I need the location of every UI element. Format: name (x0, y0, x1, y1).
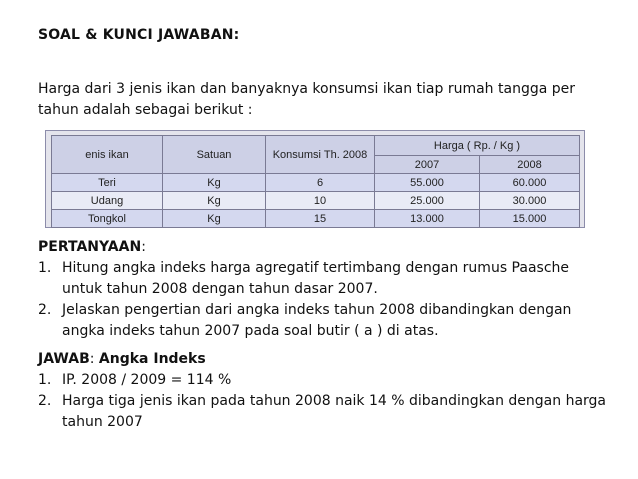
cell-harga-2008: 15.000 (480, 210, 580, 228)
cell-konsumsi: 10 (266, 192, 375, 210)
item-text: IP. 2008 / 2009 = 114 % (62, 372, 232, 388)
cell-harga-2007: 25.000 (375, 192, 480, 210)
cell-konsumsi: 6 (266, 174, 375, 192)
intro-paragraph: Harga dari 3 jenis ikan dan banyaknya konsumsi ikan tiap rumah tangga per tahun adalah sebagai berikut : (38, 81, 576, 118)
item-number: 2. (38, 302, 52, 318)
header-konsumsi: Konsumsi Th. 2008 (266, 136, 375, 174)
cell-harga-2007: 55.000 (375, 174, 480, 192)
table-row (52, 210, 580, 228)
cell-konsumsi: 15 (266, 210, 375, 228)
price-table (51, 135, 580, 228)
item-number: 1. (38, 260, 52, 276)
item-text: Hitung angka indeks harga agregatif tertimbang dengan rumus Paasche untuk tahun 2008 dengan tahun dasar 2007. (62, 260, 570, 297)
cell-satuan: Kg (163, 210, 266, 228)
table-row (52, 192, 580, 210)
answers-heading: JAWAB (38, 351, 90, 367)
answers-list (38, 370, 608, 433)
questions-list (38, 258, 608, 342)
header-jenis-ikan: enis ikan (52, 136, 163, 174)
answers-heading-line (38, 349, 608, 370)
cell-harga-2007: 13.000 (375, 210, 480, 228)
list-item (38, 258, 608, 300)
cell-jenis: Teri (52, 174, 163, 192)
questions-heading: PERTANYAAN (38, 239, 142, 255)
cell-satuan: Kg (163, 174, 266, 192)
header-year-2008: 2008 (480, 156, 580, 174)
list-item (38, 391, 608, 433)
item-text: Jelaskan pengertian dari angka indeks tahun 2008 dibandingkan dengan angka indeks tahun 2007 pada soal butir ( a ) di atas. (62, 302, 572, 339)
list-item (38, 300, 608, 342)
cell-satuan: Kg (163, 192, 266, 210)
header-harga: Harga ( Rp. / Kg ) (375, 136, 580, 156)
table-row (52, 174, 580, 192)
answers-section (38, 349, 608, 433)
header-year-2007: 2007 (375, 156, 480, 174)
cell-jenis: Tongkol (52, 210, 163, 228)
page-title: SOAL & KUNCI JAWABAN: (38, 27, 240, 43)
questions-heading-colon: : (141, 239, 146, 255)
item-text: Harga tiga jenis ikan pada tahun 2008 naik 14 % dibandingkan dengan harga tahun 2007 (62, 393, 607, 430)
cell-jenis: Udang (52, 192, 163, 210)
item-number: 1. (38, 372, 52, 388)
questions-heading-line (38, 237, 608, 258)
item-number: 2. (38, 393, 52, 409)
answers-subheading: Angka Indeks (98, 351, 206, 367)
cell-harga-2008: 60.000 (480, 174, 580, 192)
list-item (38, 370, 608, 391)
price-table-panel (45, 130, 585, 228)
questions-section (38, 237, 608, 342)
cell-harga-2008: 30.000 (480, 192, 580, 210)
answers-heading-colon: : (89, 351, 99, 367)
header-satuan: Satuan (163, 136, 266, 174)
